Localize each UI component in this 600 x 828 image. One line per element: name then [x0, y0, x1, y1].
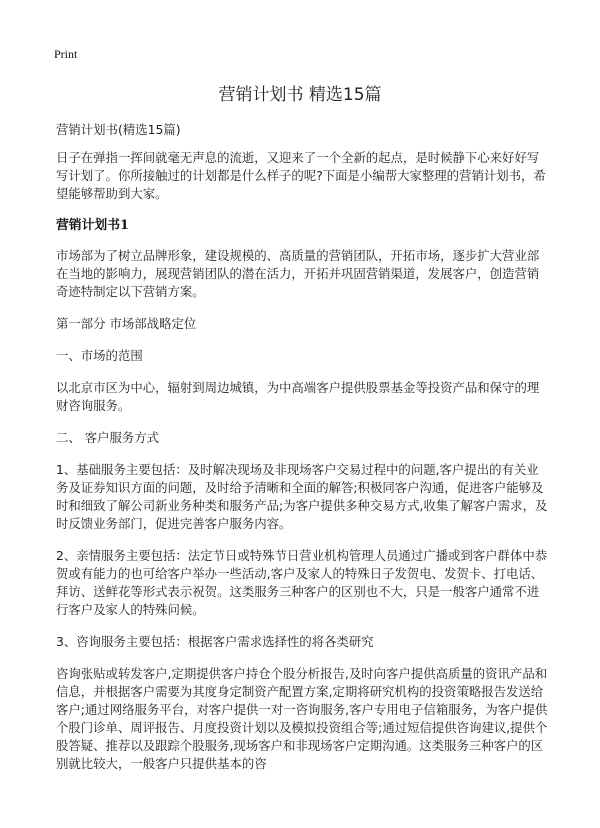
section-heading: 营销计划书1 [56, 218, 129, 233]
consulting-service-heading: 3、咨询服务主要包括：根据客户需求选择性的将各类研究 [56, 634, 374, 649]
family-service-paragraph: 2、亲情服务主要包括：法定节日或特殊节日营业机构管理人员通过广播或到客户群体中恭贺或有能力的也可给客户举办一些活动,客户及家人的特殊日子发贺电、发贺卡、打电话、拜访、送鲜花等形式表示祝贺。这类服务三种客户的区别也不大，只是一般客户通常不进行客户及家人的特殊问候。 [56, 548, 548, 617]
print-link[interactable]: Print [54, 47, 78, 61]
page-title: 营销计划书 精选15篇 [218, 85, 382, 105]
document-subtitle: 营销计划书(精选15篇) [56, 122, 181, 137]
intro-paragraph: 日子在弹指一挥间就毫无声息的流逝，又迎来了一个全新的起点，是时候静下心来好好写写计划了。你所接触过的计划都是什么样子的呢?下面是小编帮大家整理的营销计划书，希望能够帮助到大家。 [56, 150, 546, 201]
part-heading: 第一部分 市场部战略定位 [56, 316, 197, 331]
article-body [56, 121, 548, 787]
market-scope-heading: 一、市场的范围 [56, 348, 143, 363]
section-intro-paragraph: 市场部为了树立品牌形象，建设规模的、高质量的营销团队，开拓市场，逐步扩大营业部在当地的影响力，展现营销团队的潜在活力，开拓并巩固营销渠道，发展客户，创造营销奇迹特制定以下营销方案。 [56, 248, 540, 299]
consulting-service-paragraph: 咨询张贴或转发客户,定期提供客户持仓个股分析报告,及时向客户提供高质量的资讯产品和信息，并根据客户需要为其度身定制资产配置方案,定期将研究机构的投资策略报告发送给客户;通过网络服务平台，对客户提供一对一咨询服务,客户专用电子信箱服务，为客户提供个股门诊单、周评报告、月度投资计划以及模拟投资组合等;通过短信提供咨询建议,提供个股答疑、推荐以及跟踪个股服务,现场客户和非现场客户定期沟通。这类服务三种客户的区别就比较大，一般客户只提供基本的咨 [56, 666, 548, 771]
market-scope-paragraph: 以北京市区为中心，辐射到周边城镇，为中高端客户提供股票基金等投资产品和保守的理财咨询服务。 [56, 380, 540, 413]
service-heading: 二、 客户服务方式 [56, 430, 160, 445]
basic-service-paragraph: 1、基础服务主要包括：及时解决现场及非现场客户交易过程中的问题,客户提出的有关业务及证券知识方面的问题，及时给予清晰和全面的解答;积极同客户沟通，促进客户能够及时和细致了解公司新业务种类和服务产品;为客户提供多种交易方式,收集了解客户需求，及时反馈业务部门，促进完善客户服务内容。 [56, 462, 548, 531]
